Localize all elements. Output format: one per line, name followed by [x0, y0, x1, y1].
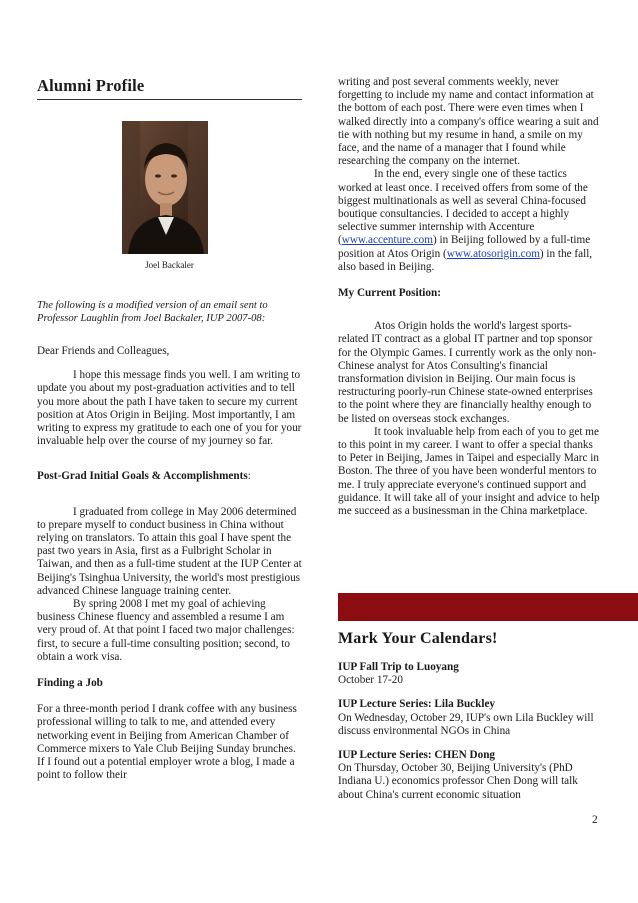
paragraph-offers	[338, 168, 600, 274]
event-desc: On Wednesday, October 29, IUP's own Lila Buckley will discuss environmental NGOs in China	[338, 711, 594, 737]
accenture-link[interactable]: www.accenture.com	[341, 234, 433, 247]
event-item	[338, 749, 600, 802]
events-list	[338, 661, 600, 813]
section-title: Alumni Profile	[37, 76, 302, 100]
letter-body	[37, 345, 302, 782]
event-name: IUP Lecture Series: Lila Buckley	[338, 698, 496, 711]
paragraph: Atos Origin holds the world's largest sports-related IT contract as a global IT partner and top sponsor for the Olympic Games. I currently work as the only non-Chinese analyst for Atos Consulting's financial transformation division in Beijing. Our main focus is restructuring poorly-run Chinese state-owned enterprises to the point where they are financially healthy enough to be listed on overseas stock exchanges.	[338, 320, 597, 425]
para-text: In the end, every single one of these tactics worked at least once. I received offers from some of the biggest multinationals as well as several China-focused boutique consultancies. I decided to accept a highly selective summer internship with Accenture (	[338, 168, 588, 247]
event-desc: October 17-20	[338, 674, 403, 687]
event-name: IUP Lecture Series: CHEN Dong	[338, 749, 496, 762]
calendar-title: Mark Your Calendars!	[338, 630, 498, 647]
greeting: Dear Friends and Colleagues,	[37, 345, 170, 357]
para-text: ) in Beijing followed by a full-time position at Atos Origin (	[338, 234, 591, 260]
event-desc: On Thursday, October 30, Beijing University's (PhD Indiana U.) economics professor Chen Dong will talk about China's current economic situation	[338, 762, 578, 801]
alumni-photo	[122, 121, 208, 254]
calendar-color-band	[338, 593, 638, 621]
heading-current-position: My Current Position:	[338, 287, 441, 300]
event-item	[338, 661, 600, 687]
left-column	[37, 76, 302, 100]
paragraph: I graduated from college in May 2006 determined to prepare myself to conduct business in China without relying on translators. To attain this goal I have spent the past two years in Asia, first as a Fulbright Scholar in Taiwan, and then as a full-time student at the IUP Center at Beijing's Tsinghua University, the world's most prestigious advanced Chinese language training center.	[37, 505, 302, 597]
paragraph: writing and post several comments weekly, never forgetting to include my name and contact information at the bottom of each post. There were even times when I walked directly into a company's office wearing a suit and tie with nothing but my resume in hand, a smile on my face, and the name of a manager that I found while researching the company on the internet.	[338, 76, 599, 168]
atos-link[interactable]: www.atosorigin.com	[446, 247, 540, 260]
heading-finding-job: Finding a Job	[37, 677, 103, 690]
page-number: 2	[592, 814, 598, 826]
portrait-image	[122, 121, 208, 254]
heading-goals-text: Post-Grad Initial Goals & Accomplishments	[37, 470, 248, 483]
event-item	[338, 698, 600, 738]
photo-caption: Joel Backaler	[145, 260, 194, 270]
paragraph: It took invaluable help from each of you to get me to this point in my career. I want to offer a special thanks to Peter in Beijing, James in Taipei and especially Marc in Boston. The three of you have been wonderful mentors to me. I truly appreciate everyone's continued support and guidance. It will take all of your insight and advice to help me succeed as a businessman in the China marketplace.	[338, 425, 600, 518]
heading-goals-colon: :	[247, 470, 251, 483]
paragraph: I hope this message finds you well. I am writing to update you about my post-graduation activities and to tell you more about the path I have taken to secure my current position at Atos Origin in Beijing. Most importantly, I am writing to express my gratitude to each one of you for your invaluable help over the course of my journey so far.	[37, 369, 302, 448]
right-column	[338, 76, 600, 518]
paragraph: By spring 2008 I met my goal of achieving business Chinese fluency and assembled a resume I am very proud of. At that point I faced two major challenges: first, to secure a full-time consulting position; second, to obtain a work visa.	[37, 598, 295, 663]
intro-note: The following is a modified version of an email sent to Professor Laughlin from Joel Backaler, IUP 2007-08:	[37, 300, 268, 325]
event-name: IUP Fall Trip to Luoyang	[338, 661, 459, 673]
heading-goals	[37, 470, 302, 483]
para-text: ) in the fall, also based in Beijing.	[338, 247, 593, 273]
paragraph: For a three-month period I drank coffee with any business professional willing to talk to me, and attended every networking event in Beijing from American Chamber of Commerce mixers to Yale Club Beijing Sunday brunches. If I found out a potential employer wrote a blog, I made a point to follow their	[37, 703, 297, 782]
